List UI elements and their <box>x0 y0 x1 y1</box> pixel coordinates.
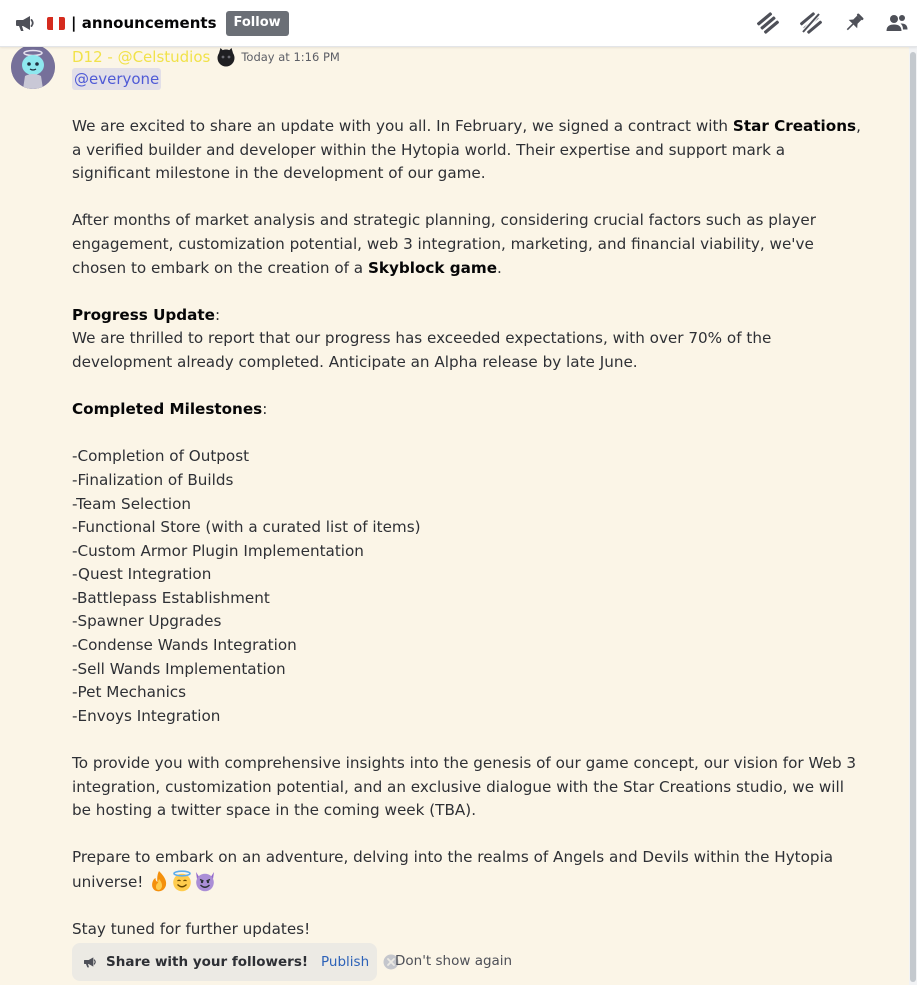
spacer <box>72 375 862 399</box>
channel-title-group <box>0 0 289 46</box>
paragraph-contract-text-a: We are excited to share an update with you all. In February, we signed a contract with <box>72 117 733 135</box>
list-item: -Completion of Outpost <box>72 447 250 466</box>
progress-heading-bold: Progress Update <box>72 305 215 324</box>
paragraph-adventure <box>72 846 862 894</box>
paragraph-twitter-space: To provide you with comprehensive insights into the genesis of our game concept, our vision for Web 3 integration, customization potential, and an exclusive dialogue with the Star Creations studio, we will be hosting a twitter space in the coming week (TBA). <box>72 754 857 820</box>
channel-name-text: announcements <box>81 14 217 32</box>
milestones-heading-colon: : <box>262 400 268 419</box>
spacer <box>72 280 862 304</box>
spacer <box>72 186 862 210</box>
avatar[interactable] <box>11 45 55 89</box>
list-item: -Sell Wands Implementation <box>72 659 286 678</box>
spacer <box>72 895 862 919</box>
channel-name[interactable]: | announcements <box>71 14 217 32</box>
list-item: -Spawner Upgrades <box>72 612 222 631</box>
smiling-face-with-halo-emoji-icon[interactable] <box>171 870 193 892</box>
share-title: Share with your followers! <box>106 954 309 970</box>
follow-button[interactable]: Follow <box>226 11 289 36</box>
mute-notifications-icon[interactable] <box>799 11 823 35</box>
list-item: -Custom Armor Plugin Implementation <box>72 541 364 560</box>
milestones-heading-bold: Completed Milestones <box>72 400 263 419</box>
milestones-list <box>72 445 862 728</box>
spacer <box>72 728 862 752</box>
paragraph-adventure-text: Prepare to embark on an adventure, delving into the realms of Angels and Devils within the Hytopia universe! <box>72 848 834 891</box>
announcement-megaphone-icon <box>13 11 37 35</box>
message-content <box>72 115 862 942</box>
threads-icon[interactable] <box>756 11 780 35</box>
list-item: -Functional Store (with a curated list of items) <box>72 518 421 537</box>
progress-heading-colon: : <box>214 305 221 324</box>
everyone-mention[interactable]: @everyone <box>74 70 160 88</box>
skyblock-game-bold: Skyblock game <box>367 258 498 277</box>
list-item: -Condense Wands Integration <box>72 636 297 655</box>
flag-icon <box>47 17 65 30</box>
pin-icon[interactable] <box>842 11 866 35</box>
publish-link[interactable]: Publish <box>321 954 370 970</box>
list-item: -Finalization of Builds <box>72 470 234 489</box>
message-timestamp[interactable]: Today at 1:16 PM <box>241 50 340 64</box>
paragraph-skyblock-text-b: . <box>497 258 502 277</box>
scrollbar-thumb[interactable] <box>910 52 916 982</box>
member-list-icon[interactable] <box>885 11 909 35</box>
list-item: -Pet Mechanics <box>72 683 187 702</box>
header-toolbar <box>756 0 909 46</box>
megaphone-icon <box>82 954 98 970</box>
fire-emoji-icon[interactable] <box>148 870 170 892</box>
paragraph-stay-tuned: Stay tuned for further updates! <box>72 920 311 939</box>
bottom-strip <box>0 985 917 998</box>
list-item: -Battlepass Establishment <box>72 588 270 607</box>
list-item: -Quest Integration <box>72 565 212 584</box>
list-item: -Team Selection <box>72 494 192 513</box>
channel-header <box>0 0 917 47</box>
progress-heading <box>72 304 862 328</box>
paragraph-skyblock-text-a: After months of market analysis and strategic planning, considering crucial factors such as player engagement, customization potential, web 3 integration, marketing, and financial viability, we've chosen to embark on the creation of a <box>72 211 817 277</box>
list-item: -Envoys Integration <box>72 706 221 725</box>
paragraph-skyblock <box>72 209 862 280</box>
black-cat-badge-icon[interactable] <box>216 47 236 67</box>
milestones-heading <box>72 398 862 422</box>
dont-show-again-button[interactable]: Don't show again <box>395 953 513 969</box>
share-with-followers-bar <box>72 943 377 981</box>
author-name[interactable]: D12 - @Celstudios <box>72 48 211 66</box>
star-creations-bold: Star Creations <box>732 117 857 135</box>
progress-text: We are thrilled to report that our progress has exceeded expectations, with over 70% of the development already completed. Anticipate an Alpha release by late June. <box>72 329 772 371</box>
spacer <box>72 823 862 847</box>
flag-stripe-right <box>59 17 65 30</box>
flag-stripe-middle <box>53 17 59 30</box>
message-header <box>72 47 340 67</box>
paragraph-contract-text-b: , a verified builder and developer within the Hytopia world. Their expertise and support mark a significant milestone in the development of our game. <box>72 117 861 183</box>
paragraph-contract <box>72 115 862 186</box>
smiling-face-with-horns-emoji-icon[interactable] <box>194 870 216 892</box>
spacer <box>72 422 862 446</box>
